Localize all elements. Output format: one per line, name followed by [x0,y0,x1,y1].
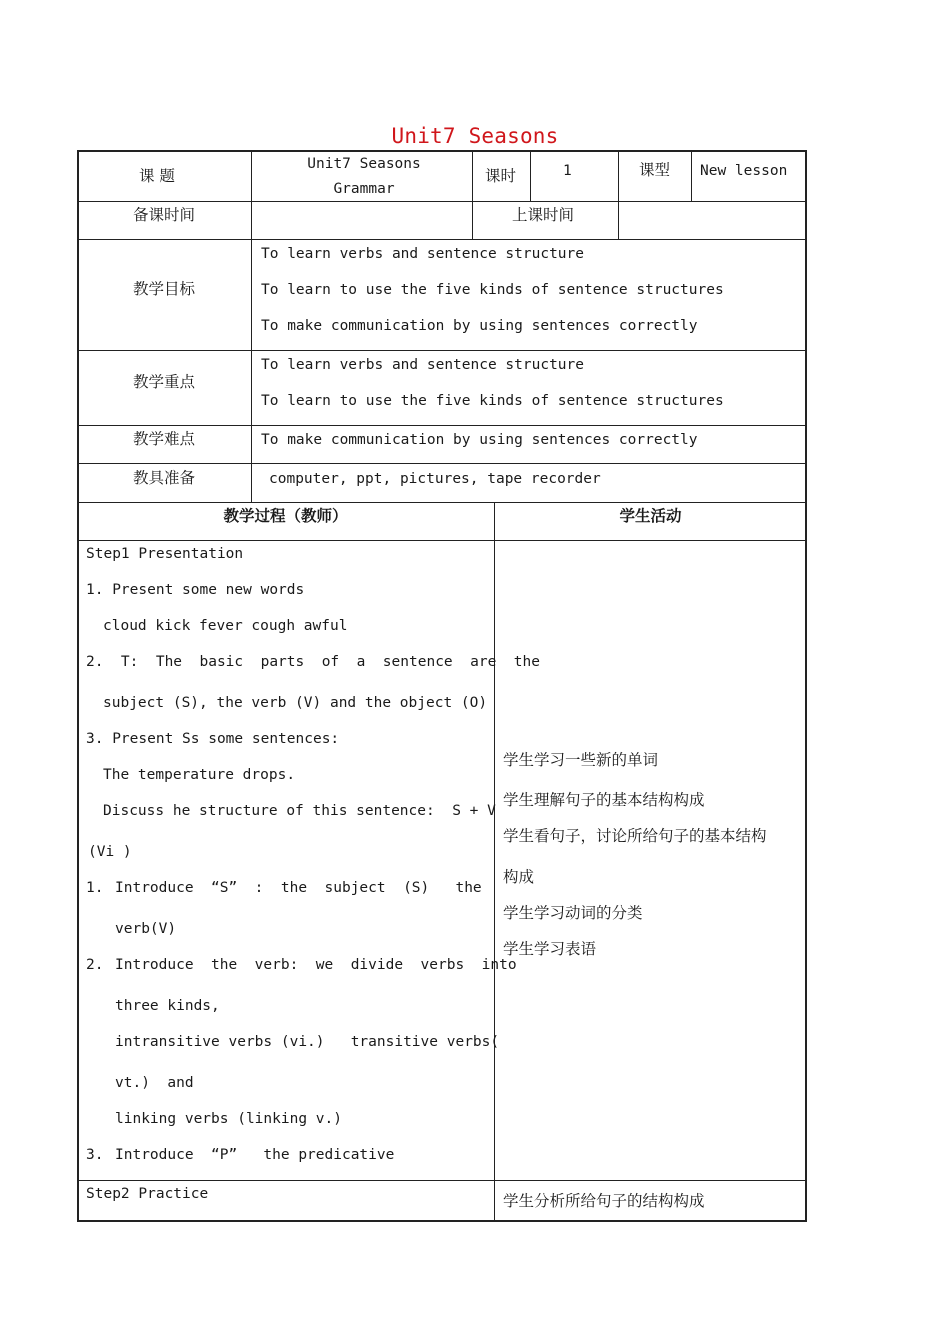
step1-title: Step1 Presentation [86,546,244,562]
student-activity: 学生学习一些新的单词 [503,751,659,769]
student-activity: 学生学习表语 [503,940,597,958]
lesson-plan-table [77,150,805,1220]
key-point-item: To learn verbs and sentence structure [261,357,585,373]
step1-line: Discuss he structure of this sentence: S + V [103,803,496,819]
topic-line1: Unit7 Seasons [307,156,421,172]
objective-item: To make communication by using sentences correctly [261,318,698,334]
key-points-label: 教学重点 [133,373,196,391]
materials-label: 教具准备 [133,469,196,487]
prep-time-label: 备课时间 [133,206,196,224]
student-activity: 构成 [503,868,535,886]
step1-number: 3. [86,1147,104,1163]
step1-line: Introduce the verb: we divide verbs into [115,957,517,973]
step1-number: 2. [86,957,104,973]
class-time-label: 上课时间 [512,206,575,224]
objectives-label: 教学目标 [133,280,196,298]
table-border [77,150,807,1222]
page-title: Unit7 Seasons [391,124,559,148]
row-divider [77,239,805,240]
step1-line: (Vi ) [88,844,132,860]
type-value: New lesson [700,163,788,179]
step1-line: subject (S), the verb (V) and the object (O) [103,695,488,711]
step1-line: linking verbs (linking v.) [115,1111,342,1127]
col-divider [494,502,495,1220]
student-activity-header: 学生活动 [619,507,682,525]
step1-line: vt.) and [115,1075,194,1091]
topic-line2: Grammar [333,181,395,197]
row-divider [77,350,805,351]
step1-line: verb(V) [115,921,177,937]
row-divider [77,425,805,426]
student-activity: 学生看句子，讨论所给句子的基本结构 [503,827,767,845]
step2-title: Step2 Practice [86,1186,209,1202]
teacher-process-header: 教学过程（教师） [223,507,348,525]
step1-line: three kinds, [115,998,220,1014]
step1-line: intransitive verbs (vi.) transitive verbs( [115,1034,500,1050]
step1-line: The temperature drops. [103,767,296,783]
row-divider [77,201,805,202]
row-divider [77,463,805,464]
student-activity: 学生学习动词的分类 [503,904,643,922]
step1-number: 1. [86,880,104,896]
materials-text: computer, ppt, pictures, tape recorder [269,471,601,487]
row-divider [77,502,805,503]
type-label: 课型 [639,161,671,179]
step1-line: Introduce “S” : the subject (S) the [115,880,482,896]
period-label: 课时 [485,167,517,185]
row-divider [77,1180,805,1181]
objective-item: To learn verbs and sentence structure [261,246,585,262]
step2-student-activity: 学生分析所给句子的结构构成 [503,1192,705,1210]
step1-line: Introduce “P” the predicative [115,1147,395,1163]
col-divider [251,150,252,502]
difficulties-label: 教学难点 [133,430,196,448]
row-divider [77,540,805,541]
key-point-item: To learn to use the five kinds of sentence structures [261,393,724,409]
step1-line: 3. Present Ss some sentences: [86,731,340,747]
step1-line: cloud kick fever cough awful [103,618,348,634]
period-value: 1 [563,163,572,179]
col-divider [530,150,531,201]
step1-line: 1. Present some new words [86,582,305,598]
col-divider [691,150,692,201]
student-activity: 学生理解句子的基本结构构成 [503,791,705,809]
col-divider [618,150,619,239]
step1-line: 2. T: The basic parts of a sentence are the [86,654,540,670]
topic-label: 课 题 [139,167,175,185]
difficulties-text: To make communication by using sentences correctly [261,432,698,448]
objective-item: To learn to use the five kinds of sentence structures [261,282,724,298]
